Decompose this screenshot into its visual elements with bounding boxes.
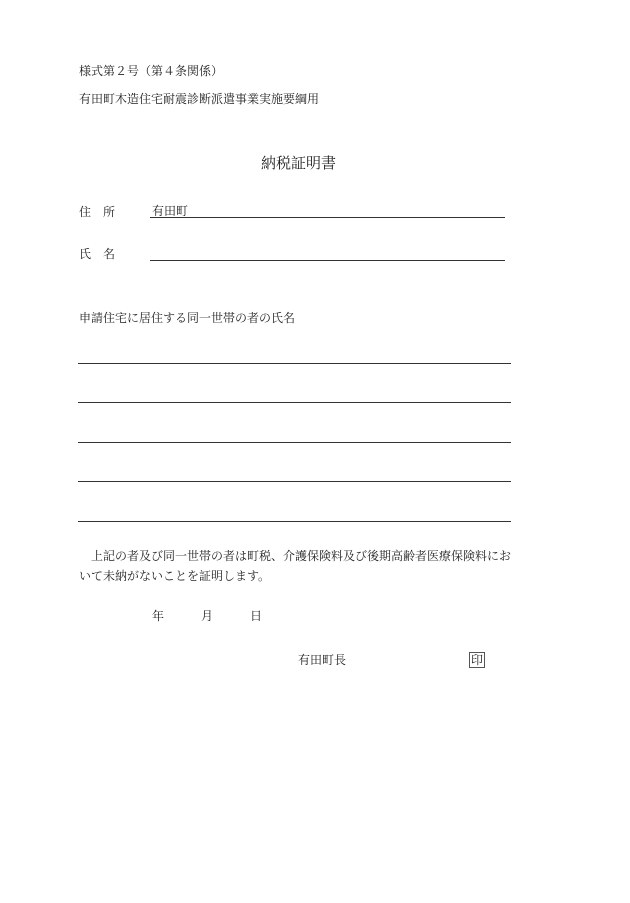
program-name: 有田町木造住宅耐震診断派遣事業実施要綱用: [79, 92, 320, 106]
name-label: 氏 名: [79, 247, 116, 261]
household-name-line: [78, 521, 511, 522]
date-day: 日: [250, 609, 263, 623]
household-name-line: [78, 481, 511, 482]
seal-mark: 印: [471, 653, 484, 667]
address-label: 住 所: [79, 205, 116, 219]
address-value: 有田町: [152, 204, 189, 218]
document-title: 納税証明書: [261, 154, 337, 172]
name-field-line: [150, 260, 505, 261]
certification-text-line1: 上記の者及び同一世帯の者は町税、介護保険料及び後期高齢者医療保険料にお: [91, 549, 512, 563]
date-year: 年: [152, 609, 165, 623]
date-month: 月: [201, 609, 214, 623]
household-name-line: [78, 363, 511, 364]
household-label: 申請住宅に居住する同一世帯の者の氏名: [79, 311, 296, 325]
certification-text-line2: いて未納がないことを証明します。: [79, 569, 271, 583]
form-number: 様式第２号（第４条関係）: [79, 64, 224, 78]
address-field-line: [150, 217, 505, 218]
household-name-line: [78, 442, 511, 443]
issuer-title: 有田町長: [298, 653, 347, 667]
household-name-line: [78, 402, 511, 403]
